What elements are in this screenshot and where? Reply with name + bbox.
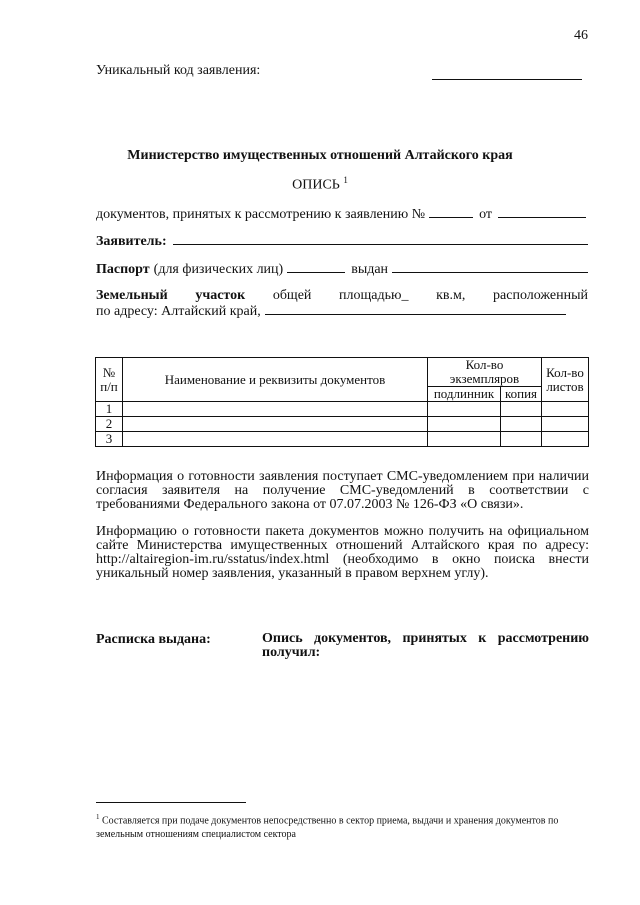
col-copies-header: Кол-во экземпляров [428,358,542,387]
col-sheets-header: Кол-во листов [542,358,589,402]
ministry-title: Министерство имущественных отношений Алтайского края [127,148,513,163]
doc-name-cell[interactable] [123,402,428,417]
passport-number-field[interactable] [287,260,345,273]
applicant-line [96,232,588,250]
land-word-3: общей [272,288,312,303]
row-number: 2 [96,417,123,432]
original-cell[interactable] [428,402,501,417]
unique-code-field[interactable] [432,79,582,80]
land-address-label: по адресу: Алтайский край, [96,304,261,319]
passport-label: Паспорт [96,262,150,277]
sheets-cell[interactable] [542,432,589,447]
land-word-4: площадью_ [339,288,409,303]
copy-cell[interactable] [501,417,542,432]
col-name-header: Наименование и реквизиты документов [123,358,428,402]
col-original-header: подлинник [428,387,501,402]
passport-line [96,260,588,278]
docs-line [96,205,586,223]
sms-info-paragraph: Информация о готовности заявления поступает СМС-уведомлением при наличии согласия заявителя на получение СМС-уведомлений в соответствии с требованиями Федерального закона от 07.07.2003 № 126-ФЗ «О связи». [96,469,589,512]
passport-note: (для физических лиц) [153,262,284,277]
footnote [96,810,589,842]
col-number-header: № п/п [96,358,123,402]
doc-name-cell[interactable] [123,432,428,447]
land-word-5: кв.м, [436,288,466,303]
opis-footnote-ref: 1 [343,175,348,185]
col-copy-header: копия [501,387,542,402]
copy-cell[interactable] [501,402,542,417]
land-address-line [96,302,566,320]
sheets-cell[interactable] [542,417,589,432]
copy-cell[interactable] [501,432,542,447]
opis-title: ОПИСЬ [292,177,340,193]
land-word-6: расположенный [493,288,588,303]
table-row [96,402,589,417]
land-word-1: Земельный [96,288,168,303]
unique-code-label: Уникальный код заявления: [96,63,261,78]
footnote-ref: 1 [96,813,100,821]
land-word-2: участок [195,288,246,303]
row-number: 1 [96,402,123,417]
page-number: 46 [574,28,588,43]
website-info-paragraph: Информацию о готовности пакета документов можно получить на официальном сайте Министерства имущественных отношений Алтайского края по адресу: http://altairegion-im.ru/sstatus/index.html (необходимо в окно поиска внести уникальный номер заявления, указанный в правом верхнем углу). [96,524,589,581]
original-cell[interactable] [428,432,501,447]
doc-name-cell[interactable] [123,417,428,432]
applicant-field[interactable] [173,232,588,245]
table-row [96,432,589,447]
footnote-text: Составляется при подаче документов непосредственно в сектор приема, выдачи и хранения документов по земельным отношениям специалистом сектора [96,815,559,841]
passport-issued-label: выдан [351,262,389,277]
docs-line-ot: от [479,207,493,222]
land-address-field[interactable] [265,302,566,315]
original-cell[interactable] [428,417,501,432]
table-header-row [96,358,589,387]
opis-heading [0,175,640,194]
applicant-label: Заявитель: [96,234,167,249]
inventory-received-label: Опись документов, принятых к рассмотрению получил: [262,631,589,660]
application-number-field[interactable] [429,205,473,218]
table-row [96,417,589,432]
row-number: 3 [96,432,123,447]
documents-table [95,357,589,447]
docs-line-text: документов, принятых к рассмотрению к заявлению № [96,207,426,222]
passport-issued-field[interactable] [392,260,588,273]
receipt-issued-label: Расписка выдана: [96,632,211,647]
application-date-field[interactable] [498,205,586,218]
footnote-divider [96,802,246,803]
sheets-cell[interactable] [542,402,589,417]
